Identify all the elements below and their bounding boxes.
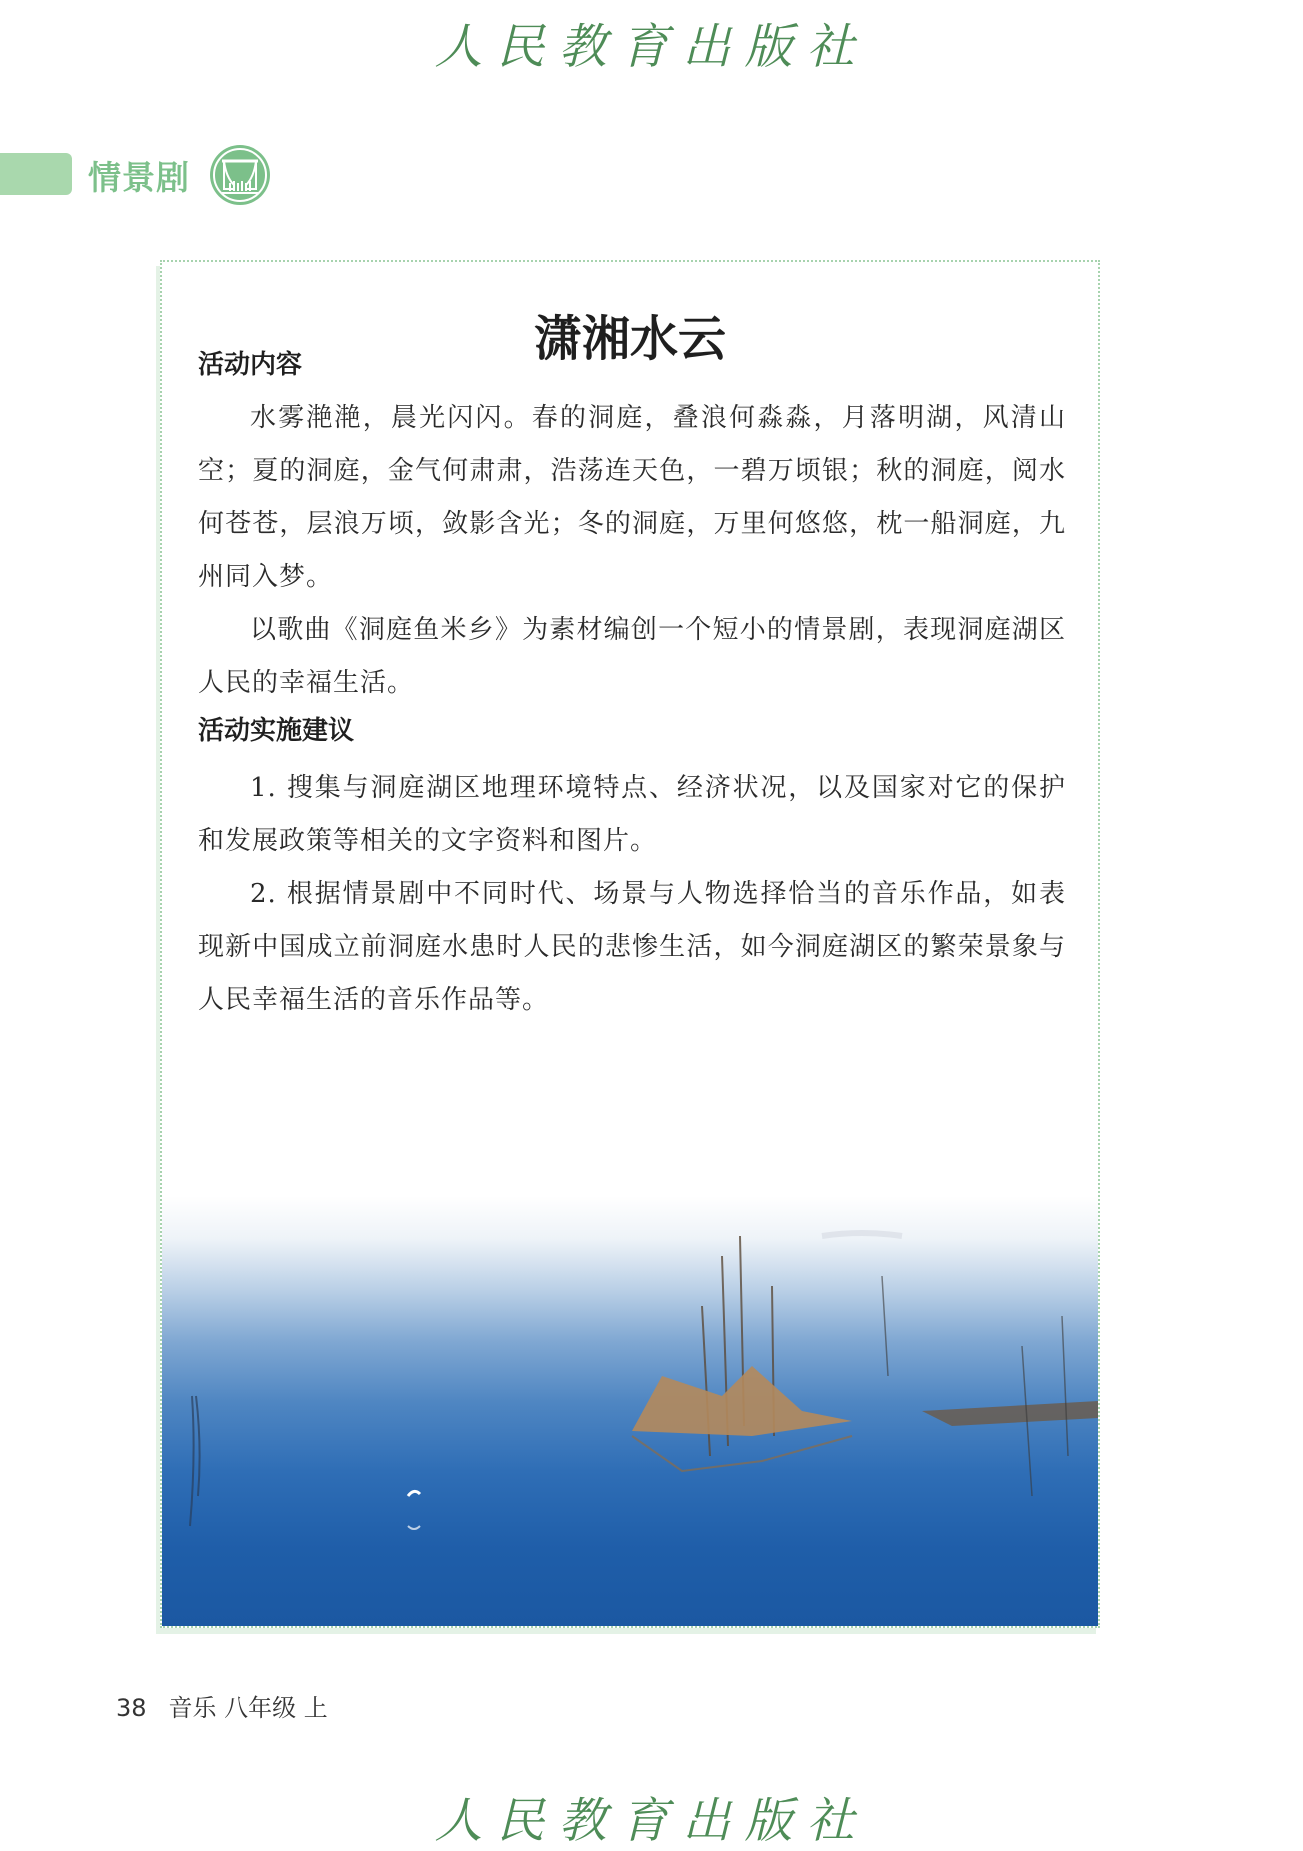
book-title: 音乐 八年级 上 [168,1694,328,1722]
paragraph: 以歌曲《洞庭鱼米乡》为素材编创一个短小的情景剧，表现洞庭湖区人民的幸福生活。 [198,615,1066,698]
paragraph: 2. 根据情景剧中不同时代、场景与人物选择恰当的音乐作品，如表现新中国成立前洞庭水患时人民的悲惨生活，如今洞庭湖区的繁荣景象与人民幸福生活的音乐作品等。 [198,879,1066,1015]
publisher-logo-top: 人民教育出版社 [434,19,869,75]
activity-card [160,260,1100,1628]
page-footer [116,1688,328,1723]
activity-content-text [198,392,1066,710]
stage-curtain-icon [208,143,272,207]
lake-photo [162,1196,1098,1626]
heading-implementation: 活动实施建议 [198,716,355,746]
section-tab [0,153,72,195]
publisher-logo-bottom: 人民教育出版社 [434,1793,869,1849]
card-title: 潇湘水云 [533,311,726,367]
heading-activity-content: 活动内容 [198,350,303,380]
page-number: 38 [116,1694,147,1722]
paragraph: 水雾滟滟，晨光闪闪。春的洞庭，叠浪何淼淼，月落明湖，风清山空；夏的洞庭，金气何肃肃，浩荡连天色，一碧万顷银；秋的洞庭，阅水何苍苍，层浪万顷，敛影含光；冬的洞庭，万里何悠悠，枕一船洞庭，九州同入梦。 [198,403,1066,592]
section-label: 情景剧 [88,158,190,197]
implementation-text [198,762,1066,1027]
paragraph: 1. 搜集与洞庭湖区地理环境特点、经济状况，以及国家对它的保护和发展政策等相关的文字资料和图片。 [198,773,1066,856]
